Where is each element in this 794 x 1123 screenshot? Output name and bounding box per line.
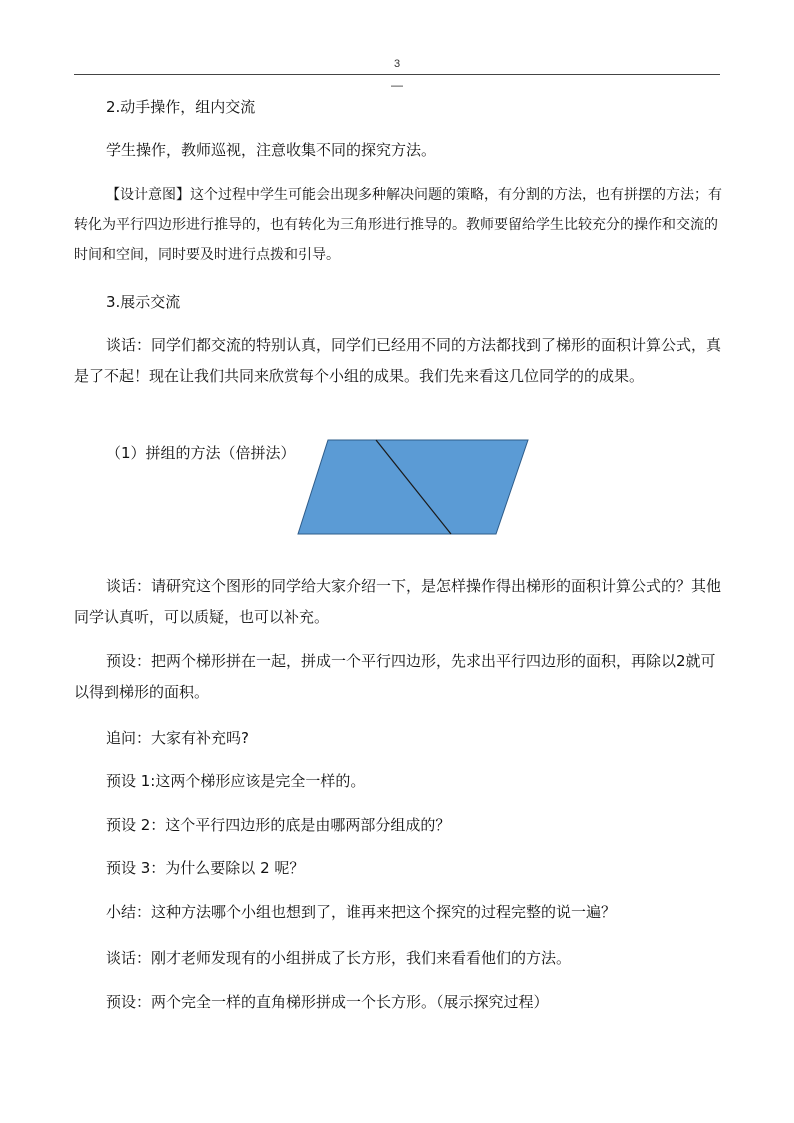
preset-1-line: 预设 1:这两个梯形应该是完全一样的。 (106, 772, 366, 790)
method-1-label: （1）拼组的方法（倍拼法） (106, 444, 296, 462)
preset-2-line: 预设 2：这个平行四边形的底是由哪两部分组成的？ (106, 816, 451, 834)
header-mark: — (391, 78, 403, 92)
page-number: 3 (393, 58, 401, 70)
parallelogram-figure (296, 438, 530, 536)
talk-paragraph-2: 谈话：请研究这个图形的同学给大家介绍一下，是怎样操作得出梯形的面积计算公式的？其他同学认真听，可以质疑，也可以补充。 (74, 577, 722, 626)
section-3-heading: 3.展示交流 (106, 293, 181, 311)
preset-paragraph: 预设：把两个梯形拼在一起，拼成一个平行四边形，先求出平行四边形的面积，再除以2就可以得到梯形的面积。 (74, 652, 716, 701)
talk-line-3: 谈话：刚才老师发现有的小组拼成了长方形，我们来看看他们的方法。 (106, 949, 572, 967)
summary-line: 小结：这种方法哪个小组也想到了，谁再来把这个探究的过程完整的说一遍？ (106, 903, 617, 921)
section-2-text: 学生操作，教师巡视，注意收集不同的探究方法。 (106, 141, 437, 159)
header-rule (74, 74, 720, 75)
preset-3-line: 预设 3：为什么要除以 2 呢？ (106, 859, 305, 877)
talk-paragraph-1: 谈话：同学们都交流的特别认真，同学们已经用不同的方法都找到了梯形的面积计算公式，真是了不起！现在让我们共同来欣赏每个小组的成果。我们先来看这几位同学的的成果。 (74, 336, 722, 385)
preset-4-line: 预设：两个完全一样的直角梯形拼成一个长方形。（展示探究过程） (106, 993, 549, 1011)
design-intent: 【设计意图】这个过程中学生可能会出现多种解决问题的策略，有分割的方法，也有拼摆的方法；有转化为平行四边形进行推导的，也有转化为三角形进行推导的。教师要留给学生比较充分的操作和交流的时间和空间，同时要及时进行点拨和引导。 (74, 187, 722, 263)
ask-line: 追问：大家有补充吗? (106, 729, 249, 747)
section-2-heading: 2.动手操作，组内交流 (106, 98, 256, 116)
